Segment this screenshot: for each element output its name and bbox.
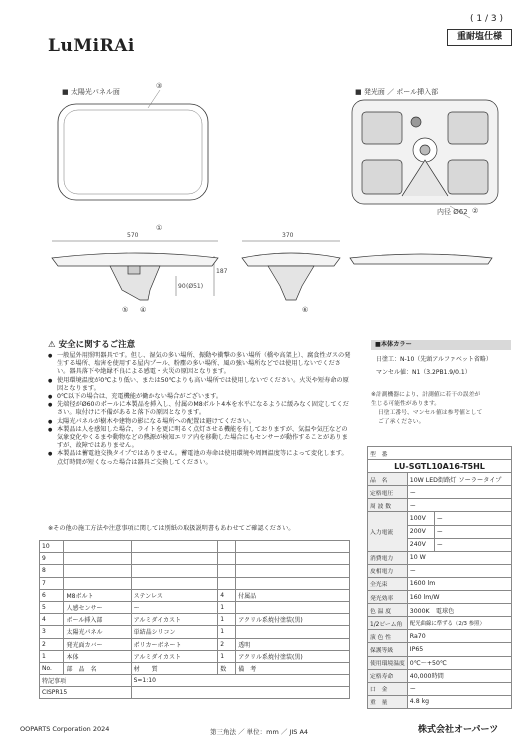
callout-6: ⑥: [302, 306, 309, 314]
spec-row: 使用環境温度 0℃〜+50℃: [368, 656, 512, 669]
brand-logo: LuMiRAi: [48, 36, 135, 56]
safety-item: ● 使用環境温度が0℃より低い、または50℃よりも高い場所では使用しないでください。火災や短寿命の原因となります。: [48, 377, 353, 393]
body-color-line2: マンセル値：N1（3.2PB1.9/0.1）: [376, 369, 471, 376]
table-row: 4 ポール挿入部 アルミダイカスト 1 アクリル系焼付塗装(黒): [40, 614, 350, 626]
projection-info: 第三角法 ／ 単位：mm ／ JIS A4: [210, 728, 309, 736]
spec-row: 1/2ビーム角 配光曲線に準ずる（2/3 参照）: [368, 617, 512, 630]
safety-item: ● 本製品は蓄電池交換タイプではありません。蓄電池の寿命は使用環境や周囲温度等によって変化します。点灯時間が短くなった場合は器具ご交換してください。: [48, 450, 353, 466]
technical-drawing: [0, 0, 530, 340]
safety-item: ● 0℃以下の場合は、充電機能が働かない場合がございます。: [48, 393, 353, 401]
side-view: [242, 253, 340, 300]
dim-pole-height: 90: [178, 283, 186, 290]
dim-height: 187: [216, 268, 228, 275]
table-header: No. 部 品 名 材 質 数 備 考: [40, 662, 350, 674]
table-row: 6 M8ボルト ステンレス 4 付属品: [40, 589, 350, 601]
callout-5: ⑤: [122, 306, 129, 314]
solar-panel-view: [58, 90, 208, 200]
table-row: 1 本体 アルミダイカスト 1 アクリル系焼付塗装(黒): [40, 650, 350, 662]
safety-item: ● 太陽光パネルが樹木や建物の影になる場所への配置は避けてください。: [48, 418, 353, 426]
body-color-note2: 生じる可能性があります。: [371, 401, 441, 407]
spec-row: 消費電力 10 W: [368, 551, 512, 564]
dim-depth: 370: [282, 232, 294, 239]
safety-title: ⚠ 安全に関するご注意: [48, 340, 136, 350]
spec-row: 定格電圧 ー: [368, 486, 512, 499]
spec-row: 色 温 度 3000K 電球色: [368, 604, 512, 617]
solar-panel-label: ■ 太陽光パネル面: [62, 88, 120, 96]
body-color-note3: 日塗工番号、マンセル値は参考値として: [378, 410, 483, 416]
table-row: 2 発光面カバー ポリカーボネート 2 透明: [40, 638, 350, 650]
callout-4: ④: [140, 306, 147, 314]
callout-1: ①: [156, 224, 163, 232]
spec-row: 皮相電力 ー: [368, 564, 512, 577]
page-number: ( 1 / 3 ): [470, 14, 503, 24]
safety-list: [48, 352, 353, 467]
table-row: 10: [40, 541, 350, 553]
table-row: 3 太陽光パネル 単結晶シリコン 1: [40, 626, 350, 638]
special-row: 特記事項 S=1:10: [40, 675, 350, 687]
emission-label: ■ 発光面 ／ ポール挿入部: [355, 88, 439, 96]
spec-row: 発光効率 160 lm/W: [368, 591, 512, 604]
inner-diameter-label: 内径 Ø62: [437, 208, 468, 216]
body-color-line1: 日塗工：N-10（先頭アルファベット省略）: [376, 356, 492, 363]
model-number: LU-SGTL10A16-T5HL: [368, 460, 512, 473]
table-row: 8: [40, 565, 350, 577]
spec-row: 保護等級 IP65: [368, 643, 512, 656]
spec-table: [367, 446, 512, 709]
spec-row: 周 波 数 ー: [368, 499, 512, 512]
spec-badge: 重耐塩仕様: [447, 29, 512, 46]
safety-item: ● 先端径がØ60のポールに本製品を挿入し、付属のM8ボルト4本を水平になるように緩みなく固定してください。取付けに不備があると落下の原因となります。: [48, 401, 353, 417]
table-row: 5 人感センサー ー 1: [40, 601, 350, 613]
spec-row: 重 量 4.8 kg: [368, 695, 512, 708]
body-color-note1: ※計測機器により、計測値に若干の誤差が: [371, 392, 481, 398]
table-row: 7: [40, 577, 350, 589]
spec-row: 定格寿命 40,000時間: [368, 669, 512, 682]
input-row: 240V ー: [368, 538, 512, 551]
company-name: 株式会社オーパーツ: [418, 725, 499, 735]
dim-width: 570: [127, 232, 139, 239]
table-row: 9: [40, 553, 350, 565]
rear-view: [350, 254, 492, 264]
input-row: 入力電流 100V ー: [368, 512, 512, 525]
parts-table: [39, 540, 350, 699]
emission-face-view: [352, 100, 498, 218]
spec-row: 口 金 ー: [368, 682, 512, 695]
body-color-header: ■本体カラー: [371, 340, 511, 350]
callout-3: ③: [156, 82, 163, 90]
copyright: OOPARTS Corporation 2024: [20, 725, 110, 733]
safety-item: ● 一般屋外用照明器具です。但し、湿気の多い場所、振動や衝撃の多い場所（橋や高架上）、腐食性ガスの発生する場所、塩害を使用する屋内プール、粉塵の多い場所、風の強い場所などでは使用しないでください。器具落下や絶縁不良による感電・火災の原因となります。: [48, 352, 353, 377]
input-row: 200V ー: [368, 525, 512, 538]
other-note: ※その他の施工方法や注意事項に関しては別紙の取扱説明書もあわせてご確認ください。: [48, 525, 295, 532]
safety-item: ● 本製品は人を感知した場合、ライトを更に明るく点灯させる機能を有しておりますが、気温や気圧などの気象変化やくるまや動物などの熱源が検知エリア内を移動した場合にもセンサーが動作することがありますが、故障ではありません。: [48, 426, 353, 451]
spec-row: 全光束 1600 lm: [368, 577, 512, 590]
front-view: [52, 253, 218, 300]
warning-icon: ⚠: [48, 340, 56, 350]
special-value-row: CISPR15: [40, 687, 350, 699]
dim-pole-diameter: (Ø51): [186, 283, 204, 290]
spec-row: 品 名 10W LED街路灯 ソーラータイプ: [368, 473, 512, 486]
body-color-note4: ご了承ください。: [378, 419, 425, 425]
type-label: 型 番: [368, 447, 512, 460]
callout-2: ②: [472, 207, 479, 215]
spec-row: 演 色 性 Ra70: [368, 630, 512, 643]
